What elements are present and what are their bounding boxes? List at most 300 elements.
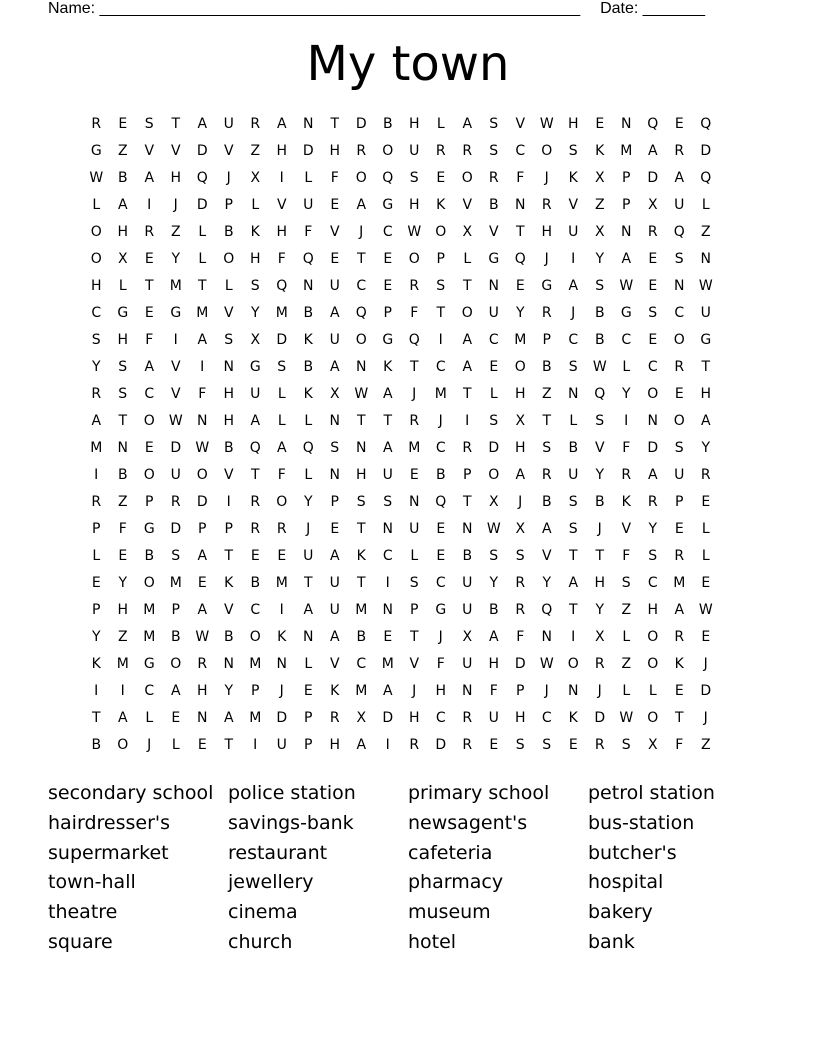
grid-letter: J <box>279 683 284 699</box>
grid-letter: X <box>594 629 605 645</box>
grid-letter: N <box>303 278 314 294</box>
grid-letter: U <box>488 305 499 321</box>
grid-letter: E <box>118 548 128 564</box>
grid-letter: Z <box>700 224 711 240</box>
grid-letter: L <box>198 251 207 267</box>
grid-letter: U <box>329 602 340 618</box>
grid-letter: E <box>436 170 446 186</box>
grid-letter: K <box>568 170 578 186</box>
grid-letter: F <box>622 548 631 564</box>
grid-letter: H <box>117 332 129 348</box>
grid-letter: Y <box>515 305 525 321</box>
grid-letter: T <box>462 494 472 510</box>
grid-letter: V <box>276 197 287 213</box>
grid-letter: J <box>703 710 708 726</box>
grid-letter: H <box>329 737 341 753</box>
grid-letter: I <box>624 413 629 429</box>
grid-letter: S <box>674 440 684 456</box>
grid-letter: X <box>117 251 128 267</box>
grid-letter: C <box>382 548 393 564</box>
grid-letter: P <box>622 170 631 186</box>
grid-letter: R <box>170 494 181 510</box>
grid-letter: Z <box>170 224 181 240</box>
word-list-item: hotel <box>408 930 457 953</box>
grid-letter: Y <box>701 440 711 456</box>
grid-letter: B <box>223 629 234 645</box>
grid-letter: L <box>118 278 127 294</box>
word-list-item: supermarket <box>48 841 169 864</box>
grid-letter: K <box>250 224 260 240</box>
grid-letter: S <box>542 737 552 753</box>
grid-letter: E <box>91 575 101 591</box>
grid-letter: B <box>117 467 128 483</box>
grid-letter: Z <box>700 737 711 753</box>
grid-letter: O <box>249 629 261 645</box>
grid-letter: M <box>249 656 262 672</box>
grid-letter: V <box>170 359 181 375</box>
grid-letter: A <box>144 359 155 375</box>
grid-letter: P <box>304 710 313 726</box>
grid-letter: R <box>276 521 287 537</box>
grid-letter: Y <box>250 305 260 321</box>
grid-letter: R <box>541 467 552 483</box>
grid-letter: B <box>488 197 499 213</box>
grid-letter: K <box>224 575 234 591</box>
grid-letter: B <box>594 332 605 348</box>
grid-letter: S <box>515 548 525 564</box>
grid-letter: T <box>436 305 446 321</box>
grid-letter: L <box>92 197 101 213</box>
grid-letter: B <box>250 575 261 591</box>
grid-letter: R <box>91 494 102 510</box>
grid-letter: C <box>356 278 367 294</box>
grid-letter: E <box>144 251 154 267</box>
word-list-item: museum <box>408 901 491 924</box>
grid-letter: L <box>569 413 578 429</box>
grid-letter: G <box>435 602 447 618</box>
grid-letter: N <box>329 413 340 429</box>
grid-letter: Q <box>355 305 367 321</box>
grid-letter: S <box>489 143 499 159</box>
grid-letter: T <box>595 548 605 564</box>
grid-letter: M <box>673 575 686 591</box>
grid-letter: T <box>197 278 207 294</box>
grid-letter: I <box>200 359 205 375</box>
grid-letter: K <box>330 683 340 699</box>
grid-letter: N <box>303 116 314 132</box>
grid-letter: F <box>516 629 525 645</box>
grid-letter: B <box>435 467 446 483</box>
grid-letter: T <box>409 629 419 645</box>
grid-letter: Z <box>594 197 605 213</box>
grid-letter: A <box>356 197 367 213</box>
grid-letter: H <box>223 386 235 402</box>
grid-letter: J <box>173 197 178 213</box>
date-field-label: Date: _______ <box>600 0 706 17</box>
grid-letter: X <box>515 521 526 537</box>
grid-letter: Q <box>302 251 314 267</box>
grid-letter: R <box>674 629 685 645</box>
grid-letter: E <box>250 548 260 564</box>
grid-letter: L <box>622 359 631 375</box>
grid-letter: M <box>381 656 394 672</box>
grid-letter: H <box>408 710 420 726</box>
word-list-item: cafeteria <box>408 841 493 864</box>
grid-letter: D <box>276 332 288 348</box>
grid-letter: M <box>143 629 156 645</box>
grid-letter: P <box>304 737 313 753</box>
grid-letter: X <box>647 737 658 753</box>
grid-letter: A <box>462 332 473 348</box>
grid-letter: T <box>701 359 711 375</box>
grid-letter: V <box>541 548 552 564</box>
grid-letter: G <box>382 332 394 348</box>
grid-letter: J <box>518 494 523 510</box>
grid-letter: N <box>382 602 393 618</box>
grid-letter: P <box>92 602 101 618</box>
grid-letter: H <box>276 143 288 159</box>
grid-letter: D <box>647 440 659 456</box>
grid-letter: X <box>594 224 605 240</box>
grid-letter: X <box>329 386 340 402</box>
grid-letter: M <box>620 143 633 159</box>
grid-letter: I <box>438 332 443 348</box>
word-list-item: jewellery <box>228 871 314 894</box>
letter-grid <box>83 111 719 759</box>
grid-letter: J <box>571 305 576 321</box>
grid-letter: S <box>171 548 181 564</box>
grid-letter: F <box>410 305 419 321</box>
grid-letter: K <box>436 197 446 213</box>
grid-letter: N <box>197 710 208 726</box>
grid-letter: D <box>196 494 208 510</box>
grid-letter: D <box>382 710 394 726</box>
grid-letter: A <box>568 278 579 294</box>
grid-letter: B <box>594 305 605 321</box>
grid-letter: L <box>92 548 101 564</box>
grid-letter: H <box>117 602 129 618</box>
grid-letter: Z <box>117 143 128 159</box>
grid-letter: Y <box>595 467 605 483</box>
grid-letter: J <box>703 656 708 672</box>
grid-letter: L <box>277 413 286 429</box>
grid-letter: H <box>567 116 579 132</box>
grid-letter: V <box>223 602 234 618</box>
grid-letter: E <box>489 359 499 375</box>
grid-letter: E <box>648 278 658 294</box>
grid-letter: R <box>541 197 552 213</box>
grid-letter: X <box>488 494 499 510</box>
grid-letter: Z <box>621 602 632 618</box>
grid-letter: H <box>408 116 420 132</box>
grid-letter: A <box>276 116 287 132</box>
grid-letter: T <box>330 116 340 132</box>
grid-letter: N <box>621 224 632 240</box>
grid-letter: R <box>462 737 473 753</box>
grid-letter: B <box>144 548 155 564</box>
grid-letter: D <box>435 737 447 753</box>
grid-letter: Q <box>541 602 553 618</box>
grid-letter: R <box>594 656 605 672</box>
grid-letter: C <box>356 656 367 672</box>
grid-letter: T <box>171 116 181 132</box>
grid-letter: L <box>277 386 286 402</box>
grid-letter: N <box>409 494 420 510</box>
grid-letter: J <box>359 224 364 240</box>
grid-letter: O <box>355 332 367 348</box>
grid-letter: E <box>489 737 499 753</box>
grid-letter: T <box>356 413 366 429</box>
grid-letter: S <box>674 251 684 267</box>
grid-letter: V <box>223 305 234 321</box>
grid-letter: L <box>701 548 710 564</box>
grid-letter: M <box>275 575 288 591</box>
grid-letter: U <box>674 467 685 483</box>
grid-letter: C <box>144 683 155 699</box>
grid-letter: H <box>170 170 182 186</box>
grid-letter: N <box>356 440 367 456</box>
grid-letter: S <box>118 386 128 402</box>
word-list-item: butcher's <box>588 841 677 864</box>
grid-letter: A <box>515 467 526 483</box>
grid-letter: K <box>595 143 605 159</box>
grid-letter: T <box>409 359 419 375</box>
grid-letter: S <box>489 116 499 132</box>
grid-letter: K <box>303 386 313 402</box>
grid-letter: D <box>170 521 182 537</box>
grid-letter: M <box>275 305 288 321</box>
grid-letter: E <box>701 629 711 645</box>
grid-letter: A <box>462 116 473 132</box>
grid-letter: N <box>276 656 287 672</box>
grid-letter: B <box>223 440 234 456</box>
grid-letter: W <box>592 359 607 375</box>
grid-letter: I <box>173 332 178 348</box>
grid-letter: B <box>462 548 473 564</box>
grid-letter: P <box>542 332 551 348</box>
grid-letter: L <box>304 467 313 483</box>
grid-letter: T <box>356 575 366 591</box>
word-list-item: newsagent's <box>408 811 528 834</box>
grid-letter: M <box>355 602 368 618</box>
grid-letter: N <box>303 629 314 645</box>
grid-letter: U <box>568 224 579 240</box>
grid-letter: K <box>356 548 366 564</box>
grid-letter: L <box>410 548 419 564</box>
grid-letter: L <box>251 197 260 213</box>
grid-letter: Q <box>382 170 394 186</box>
grid-letter: S <box>489 413 499 429</box>
word-list-item: cinema <box>228 901 298 924</box>
grid-letter: I <box>120 683 125 699</box>
grid-letter: U <box>488 710 499 726</box>
grid-letter: B <box>170 629 181 645</box>
grid-letter: D <box>196 197 208 213</box>
grid-letter: E <box>383 251 393 267</box>
grid-letter: X <box>356 710 367 726</box>
grid-letter: S <box>568 359 578 375</box>
grid-letter: E <box>648 251 658 267</box>
grid-letter: E <box>197 737 207 753</box>
grid-letter: P <box>516 683 525 699</box>
grid-letter: R <box>409 278 420 294</box>
grid-letter: T <box>462 278 472 294</box>
grid-letter: C <box>435 710 446 726</box>
grid-letter: A <box>91 413 102 429</box>
grid-letter: D <box>514 656 526 672</box>
grid-letter: U <box>276 737 287 753</box>
grid-letter: U <box>674 197 685 213</box>
grid-letter: U <box>329 332 340 348</box>
grid-letter: H <box>514 386 526 402</box>
grid-letter: I <box>253 737 258 753</box>
grid-letter: D <box>196 143 208 159</box>
grid-letter: M <box>434 386 447 402</box>
grid-letter: H <box>647 602 659 618</box>
grid-letter: R <box>250 494 261 510</box>
grid-letter: D <box>700 143 712 159</box>
grid-letter: M <box>355 683 368 699</box>
grid-letter: X <box>462 224 473 240</box>
grid-letter: A <box>170 683 181 699</box>
grid-letter: W <box>195 629 210 645</box>
word-list-item: petrol station <box>588 782 715 804</box>
grid-letter: B <box>541 359 552 375</box>
grid-letter: R <box>409 413 420 429</box>
word-list-item: theatre <box>48 901 118 924</box>
grid-letter: E <box>568 737 578 753</box>
grid-letter: E <box>595 116 605 132</box>
grid-letter: U <box>462 656 473 672</box>
grid-letter: H <box>408 197 420 213</box>
grid-letter: R <box>515 602 526 618</box>
grid-letter: S <box>595 278 605 294</box>
grid-letter: C <box>91 305 102 321</box>
grid-letter: P <box>410 602 419 618</box>
grid-letter: H <box>514 710 526 726</box>
grid-letter: O <box>647 629 659 645</box>
grid-letter: F <box>675 737 684 753</box>
grid-letter: S <box>409 170 419 186</box>
word-list-item: savings-bank <box>228 811 354 834</box>
grid-letter: Z <box>250 143 261 159</box>
grid-letter: R <box>621 467 632 483</box>
grid-letter: E <box>330 251 340 267</box>
grid-letter: S <box>568 143 578 159</box>
grid-letter: N <box>356 359 367 375</box>
grid-letter: I <box>465 413 470 429</box>
grid-letter: W <box>89 170 104 186</box>
grid-letter: F <box>489 683 498 699</box>
grid-letter: Q <box>700 170 712 186</box>
grid-letter: G <box>143 521 155 537</box>
grid-letter: T <box>250 467 260 483</box>
grid-letter: U <box>462 575 473 591</box>
word-list-item: church <box>228 930 293 953</box>
grid-letter: Q <box>700 116 712 132</box>
grid-letter: O <box>196 467 208 483</box>
grid-letter: P <box>198 521 207 537</box>
grid-letter: R <box>356 143 367 159</box>
grid-letter: J <box>438 413 443 429</box>
grid-letter: W <box>698 602 713 618</box>
grid-letter: C <box>621 332 632 348</box>
grid-letter: N <box>117 440 128 456</box>
grid-letter: V <box>409 656 420 672</box>
grid-letter: L <box>701 197 710 213</box>
grid-letter: A <box>356 737 367 753</box>
grid-letter: O <box>647 656 659 672</box>
grid-letter: Q <box>514 251 526 267</box>
grid-letter: T <box>542 413 552 429</box>
grid-letter: S <box>409 575 419 591</box>
grid-letter: J <box>597 683 602 699</box>
grid-letter: M <box>169 278 182 294</box>
grid-letter: J <box>412 386 417 402</box>
grid-letter: B <box>356 629 367 645</box>
word-list-item: square <box>48 930 113 953</box>
grid-letter: O <box>382 143 394 159</box>
grid-letter: F <box>436 656 445 672</box>
grid-letter: R <box>674 548 685 564</box>
grid-letter: H <box>223 413 235 429</box>
grid-letter: N <box>488 278 499 294</box>
grid-letter: K <box>383 359 393 375</box>
grid-letter: I <box>279 170 284 186</box>
grid-letter: N <box>515 197 526 213</box>
grid-letter: E <box>383 629 393 645</box>
grid-letter: E <box>383 278 393 294</box>
grid-letter: H <box>249 251 261 267</box>
grid-letter: L <box>701 521 710 537</box>
grid-letter: Q <box>249 440 261 456</box>
grid-letter: X <box>515 413 526 429</box>
grid-letter: W <box>619 278 634 294</box>
word-list-item: restaurant <box>228 841 328 864</box>
grid-letter: B <box>117 170 128 186</box>
grid-letter: W <box>407 224 422 240</box>
grid-letter: W <box>168 413 183 429</box>
grid-letter: C <box>541 710 552 726</box>
grid-letter: B <box>568 440 579 456</box>
grid-letter: R <box>409 737 420 753</box>
grid-letter: H <box>700 386 712 402</box>
grid-letter: H <box>435 683 447 699</box>
grid-letter: M <box>169 575 182 591</box>
grid-letter: A <box>197 602 208 618</box>
grid-letter: H <box>355 467 367 483</box>
grid-letter: V <box>170 143 181 159</box>
grid-letter: X <box>462 629 473 645</box>
grid-letter: Z <box>621 656 632 672</box>
grid-letter: F <box>277 251 286 267</box>
grid-letter: G <box>170 305 182 321</box>
grid-letter: G <box>488 251 500 267</box>
grid-letter: A <box>382 386 393 402</box>
grid-letter: M <box>196 305 209 321</box>
grid-letter: U <box>329 278 340 294</box>
grid-letter: S <box>118 359 128 375</box>
grid-letter: Q <box>647 116 659 132</box>
grid-letter: O <box>408 251 420 267</box>
grid-letter: V <box>621 521 632 537</box>
grid-letter: A <box>462 359 473 375</box>
grid-letter: N <box>223 359 234 375</box>
grid-letter: S <box>91 332 101 348</box>
grid-letter: E <box>171 710 181 726</box>
grid-letter: G <box>541 278 553 294</box>
grid-letter: T <box>118 413 128 429</box>
